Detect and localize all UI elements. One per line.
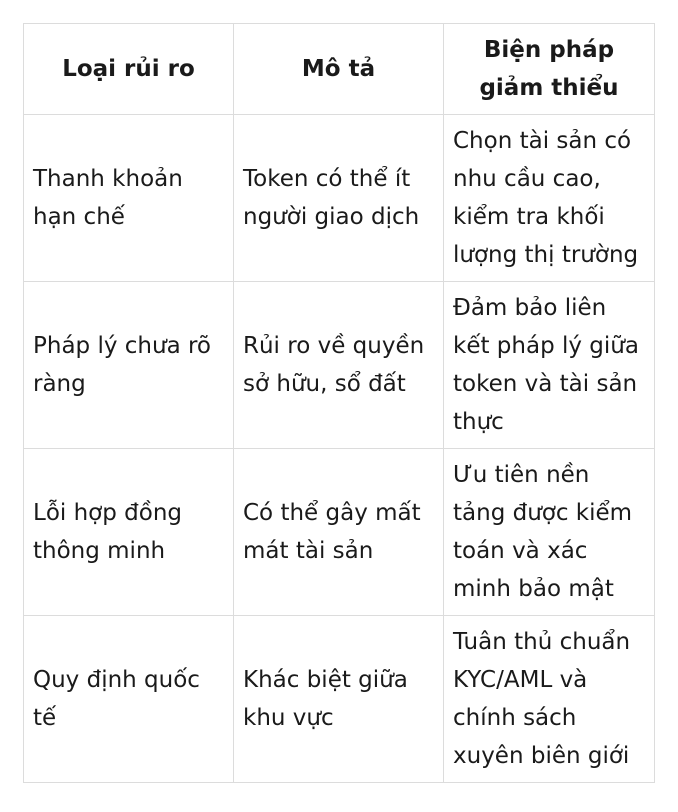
risk-type-cell: Quy định quốc tế <box>24 616 234 783</box>
description-cell: Có thể gây mất mát tài sản <box>234 449 444 616</box>
risk-type-cell: Pháp lý chưa rõ ràng <box>24 282 234 449</box>
description-cell: Khác biệt giữa khu vực <box>234 616 444 783</box>
mitigation-cell: Tuân thủ chuẩn KYC/AML và chính sách xuyên biên giới <box>444 616 655 783</box>
header-risk-type: Loại rủi ro <box>24 24 234 115</box>
mitigation-cell: Ưu tiên nền tảng được kiểm toán và xác minh bảo mật <box>444 449 655 616</box>
table-row <box>24 282 655 449</box>
risk-type-cell: Lỗi hợp đồng thông minh <box>24 449 234 616</box>
table-row <box>24 616 655 783</box>
mitigation-cell: Chọn tài sản có nhu cầu cao, kiểm tra khối lượng thị trường <box>444 115 655 282</box>
mitigation-cell: Đảm bảo liên kết pháp lý giữa token và tài sản thực <box>444 282 655 449</box>
risk-type-cell: Thanh khoản hạn chế <box>24 115 234 282</box>
header-description: Mô tả <box>234 24 444 115</box>
risk-table <box>23 23 655 783</box>
description-cell: Rủi ro về quyền sở hữu, sổ đất <box>234 282 444 449</box>
table-row <box>24 115 655 282</box>
table-row <box>24 449 655 616</box>
description-cell: Token có thể ít người giao dịch <box>234 115 444 282</box>
header-mitigation: Biện pháp giảm thiểu <box>444 24 655 115</box>
table-header-row <box>24 24 655 115</box>
